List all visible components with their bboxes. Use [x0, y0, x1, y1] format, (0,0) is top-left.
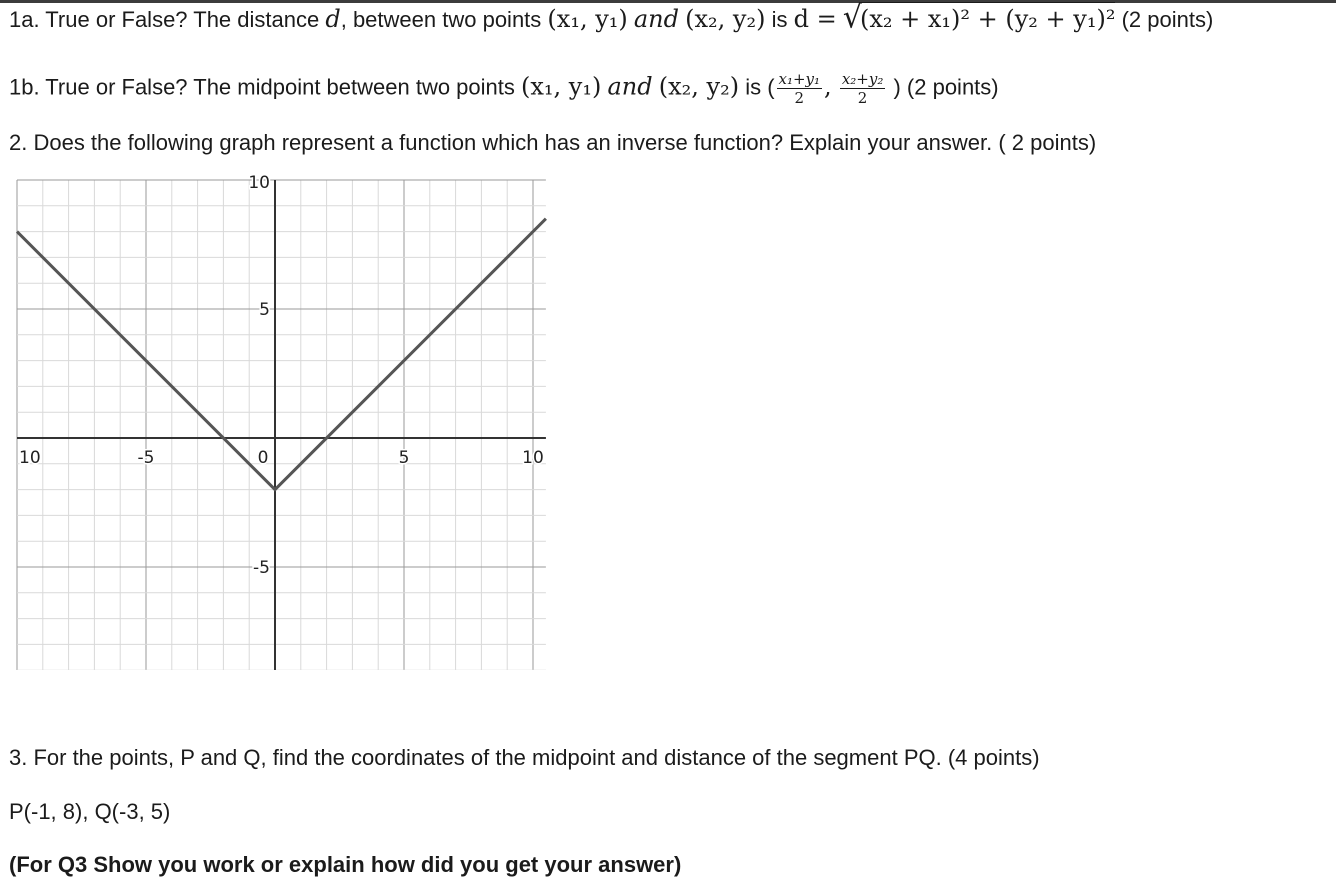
q3-points-text: P(-1, 8), Q(-3, 5): [9, 799, 171, 824]
q1a-var-d: d: [325, 5, 341, 33]
question-2: [9, 129, 1096, 157]
q1a-prefix: 1a. True or False? The distance: [9, 7, 320, 32]
q1a-point1: (x₁, y₁): [547, 5, 628, 33]
q1a-points: (2 points): [1121, 7, 1214, 32]
frac1-numerator: x₁+y₁: [778, 70, 821, 88]
q3-text: 3. For the points, P and Q, find the coordinates of the midpoint and distance of the segment PQ. (4 points): [9, 745, 1040, 770]
q1a-point2: (x₂, y₂): [685, 5, 766, 33]
question-3-instruction: [9, 851, 681, 879]
q1b-is: is (: [745, 74, 775, 100]
q1b-and: and: [607, 72, 653, 101]
q1a-is: is: [771, 7, 788, 32]
graph-series: [17, 219, 546, 490]
x-tick-label: 10: [19, 448, 41, 468]
q1a-radicand: (x₂ + x₁)² + (y₂ + y₁)²: [860, 2, 1115, 33]
y-tick-label: -5: [253, 558, 270, 578]
y-tick-label: 5: [259, 300, 270, 320]
q1b-prefix: 1b. True or False? The midpoint between two points: [9, 74, 515, 100]
q1b-point2: (x₂, y₂): [658, 72, 740, 101]
question-1b: [9, 70, 999, 107]
q1a-mid: , between two points: [340, 7, 542, 32]
graph-axes: [17, 180, 546, 670]
graph-tick-labels: [19, 173, 544, 578]
sqrt-icon: √: [842, 0, 862, 36]
q1b-comma: ,: [824, 72, 832, 101]
q1a-and: and: [633, 5, 680, 33]
question-3: [9, 744, 1040, 772]
q3-instruction-text: (For Q3 Show you work or explain how did you get your answer): [9, 852, 682, 877]
graph-grid: [17, 180, 546, 670]
midpoint-x-fraction: [777, 70, 823, 107]
x-tick-label: 10: [522, 448, 544, 468]
x-tick-label: 0: [257, 448, 269, 468]
question-1a: [9, 2, 1213, 34]
x-tick-label: 5: [398, 448, 410, 468]
series-line-0: [17, 219, 546, 490]
frac2-denominator: 2: [857, 89, 868, 107]
x-tick-label: -5: [137, 448, 155, 468]
frac2-numerator: x₂+y₂: [841, 70, 884, 88]
y-tick-label: 10: [248, 173, 270, 193]
q1a-formula-lhs: d =: [793, 5, 837, 33]
q2-text: 2. Does the following graph represent a function which has an inverse function? Explain your answer. ( 2 points): [9, 130, 1097, 155]
q1b-suffix: ) (2 points): [893, 74, 999, 100]
midpoint-y-fraction: [840, 70, 886, 107]
frac1-denominator: 2: [794, 89, 805, 107]
q1b-point1: (x₁, y₁): [521, 72, 602, 101]
function-graph: [0, 170, 560, 670]
question-3-points: [9, 798, 170, 826]
